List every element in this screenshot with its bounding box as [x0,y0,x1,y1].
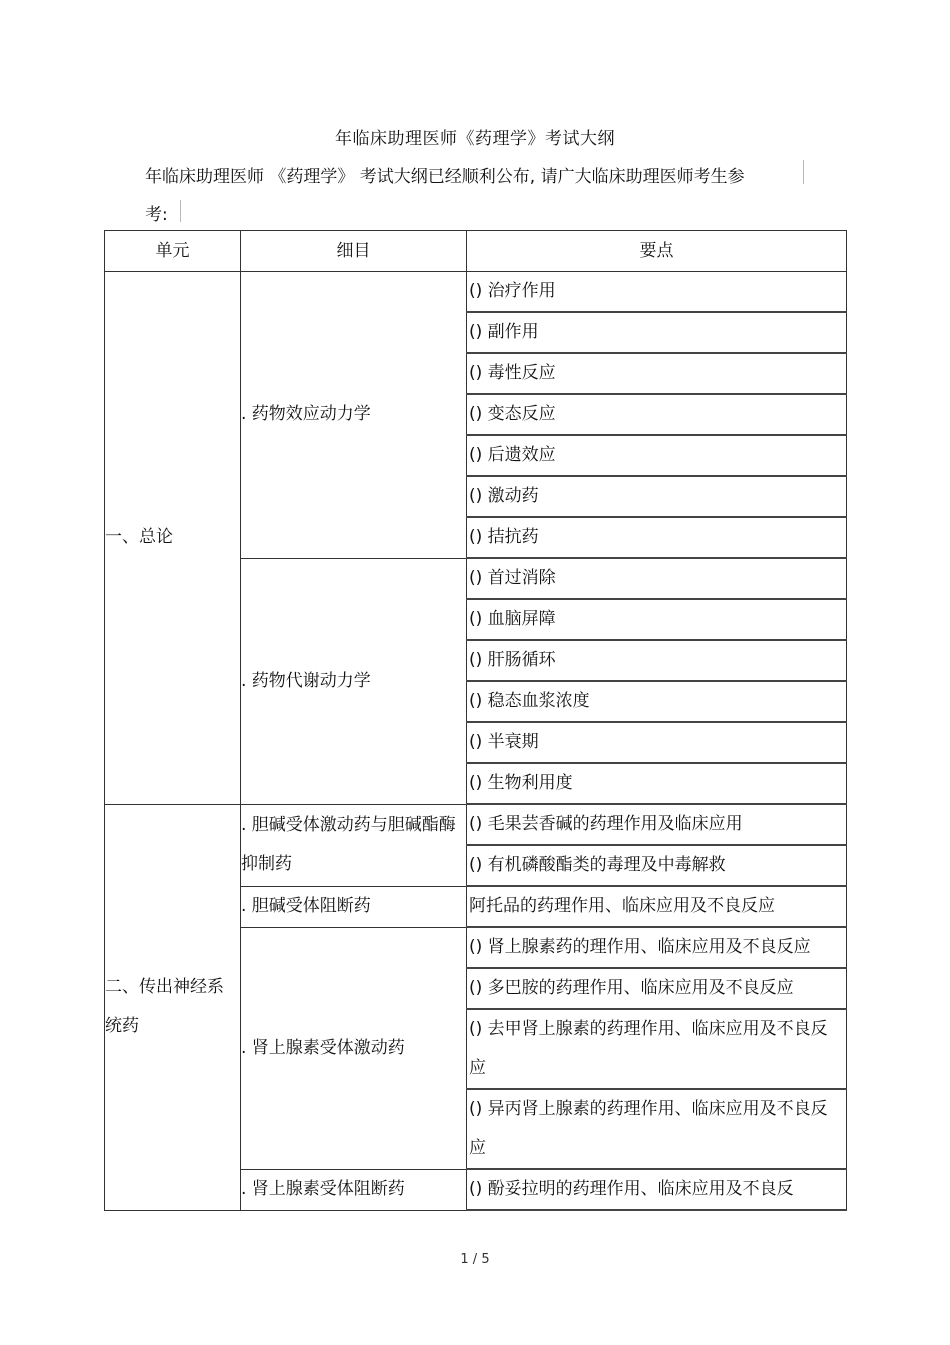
point-cell: () 异丙肾上腺素的药理作用、临床应用及不良反应 [467,1089,847,1169]
point-cell: () 毛果芸香碱的药理作用及临床应用 [467,804,847,845]
point-cell: () 稳态血浆浓度 [467,681,847,722]
header-point: 要点 [467,231,847,272]
point-cell: () 治疗作用 [467,272,847,313]
point-cell: () 毒性反应 [467,353,847,394]
detail-cell: . 药物代谢动力学 [241,558,467,804]
header-unit: 单元 [105,231,241,272]
detail-cell: . 肾上腺素受体激动药 [241,927,467,1169]
unit-cell: 二、传出神经系统药 [105,804,241,1210]
point-cell: () 变态反应 [467,394,847,435]
point-cell: () 首过消除 [467,558,847,599]
detail-cell: . 胆碱受体激动药与胆碱酯酶抑制药 [241,804,467,886]
detail-cell: . 肾上腺素受体阻断药 [241,1169,467,1210]
table-row [105,804,847,845]
point-cell: () 副作用 [467,312,847,353]
point-cell: () 拮抗药 [467,517,847,558]
point-cell: () 多巴胺的药理作用、临床应用及不良反应 [467,968,847,1009]
point-cell: () 血脑屏障 [467,599,847,640]
point-cell: () 后遗效应 [467,435,847,476]
point-cell: () 有机磷酸酯类的毒理及中毒解救 [467,845,847,886]
point-cell: () 半衰期 [467,722,847,763]
document-title: 年临床助理医师《药理学》考试大纲 [335,129,615,149]
intro-line-1: 年临床助理医师 《药理学》 考试大纲已经顺利公布, 请广大临床助理医师考生参 [145,167,745,187]
point-cell: () 酚妥拉明的药理作用、临床应用及不良反 [467,1169,847,1210]
point-cell: 阿托品的药理作用、临床应用及不良反应 [467,886,847,927]
point-cell: () 生物利用度 [467,763,847,804]
point-cell: () 肝肠循环 [467,640,847,681]
detail-cell: . 胆碱受体阻断药 [241,886,467,927]
table-row [105,272,847,313]
detail-cell: . 药物效应动力学 [241,272,467,559]
point-cell: () 肾上腺素药的理作用、临床应用及不良反应 [467,927,847,968]
syllabus-table [104,230,847,1211]
margin-mark [803,160,804,184]
unit-cell: 一、总论 [105,272,241,805]
page-number: 1 / 5 [460,1252,490,1267]
intro-line-2: 考: [145,205,168,225]
point-cell: () 激动药 [467,476,847,517]
margin-mark [180,200,181,222]
point-cell: () 去甲肾上腺素的药理作用、临床应用及不良反应 [467,1009,847,1089]
header-detail: 细目 [241,231,467,272]
table-header-row [105,231,847,272]
